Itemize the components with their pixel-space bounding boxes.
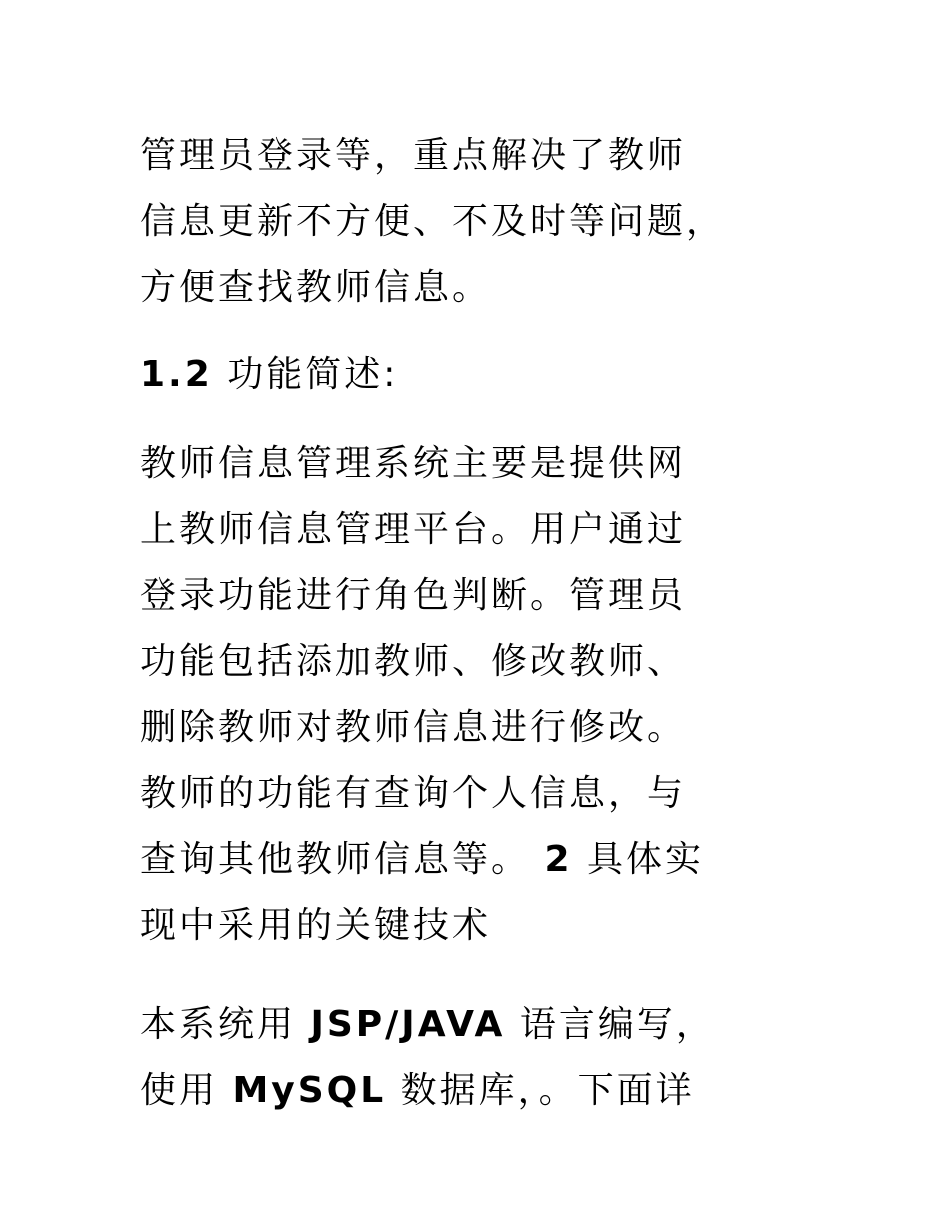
paragraph-features bbox=[140, 431, 820, 959]
paragraph-line: 删除教师对教师信息进行修改。 bbox=[140, 707, 687, 748]
tech-term-mysql: MySQL bbox=[232, 1070, 387, 1111]
paragraph-line bbox=[140, 1058, 820, 1124]
section-number: 1.2 bbox=[140, 354, 213, 395]
paragraph-line: 教师信息管理系统主要是提供网 bbox=[140, 443, 687, 484]
paragraph-line bbox=[140, 992, 820, 1058]
section-number-2: 2 bbox=[544, 839, 573, 880]
section-title: 功能简述: bbox=[227, 354, 399, 395]
paragraph-line: 现中采用的关键技术 bbox=[140, 905, 492, 946]
paragraph-line: 教师的功能有查询个人信息，与 bbox=[140, 773, 687, 814]
line-text: 本系统用 bbox=[140, 1004, 311, 1045]
paragraph-line: 登录功能进行角色判断。管理员 bbox=[140, 575, 687, 616]
paragraph-line: 方便查找教师信息。 bbox=[140, 267, 492, 308]
line-text: 数据库，。下面详 bbox=[386, 1070, 695, 1111]
section-title-2-start: 具体实 bbox=[572, 839, 704, 880]
section-heading bbox=[140, 350, 398, 400]
paragraph-line: 上教师信息管理平台。用户通过 bbox=[140, 509, 687, 550]
paragraph-line: 管理员登录等，重点解决了教师 bbox=[140, 135, 687, 176]
paragraph-line bbox=[140, 827, 820, 893]
line-text: 查询其他教师信息等。 bbox=[140, 839, 545, 880]
paragraph-tech bbox=[140, 992, 820, 1124]
paragraph-line: 功能包括添加教师、修改教师、 bbox=[140, 641, 687, 682]
paragraph-line: 信息更新不方便、不及时等问题， bbox=[140, 201, 726, 242]
line-text: 语言编写， bbox=[505, 1004, 715, 1045]
paragraph-intro bbox=[140, 123, 820, 321]
line-text: 使用 bbox=[140, 1070, 233, 1111]
tech-term-jsp-java: JSP/JAVA bbox=[310, 1004, 506, 1045]
